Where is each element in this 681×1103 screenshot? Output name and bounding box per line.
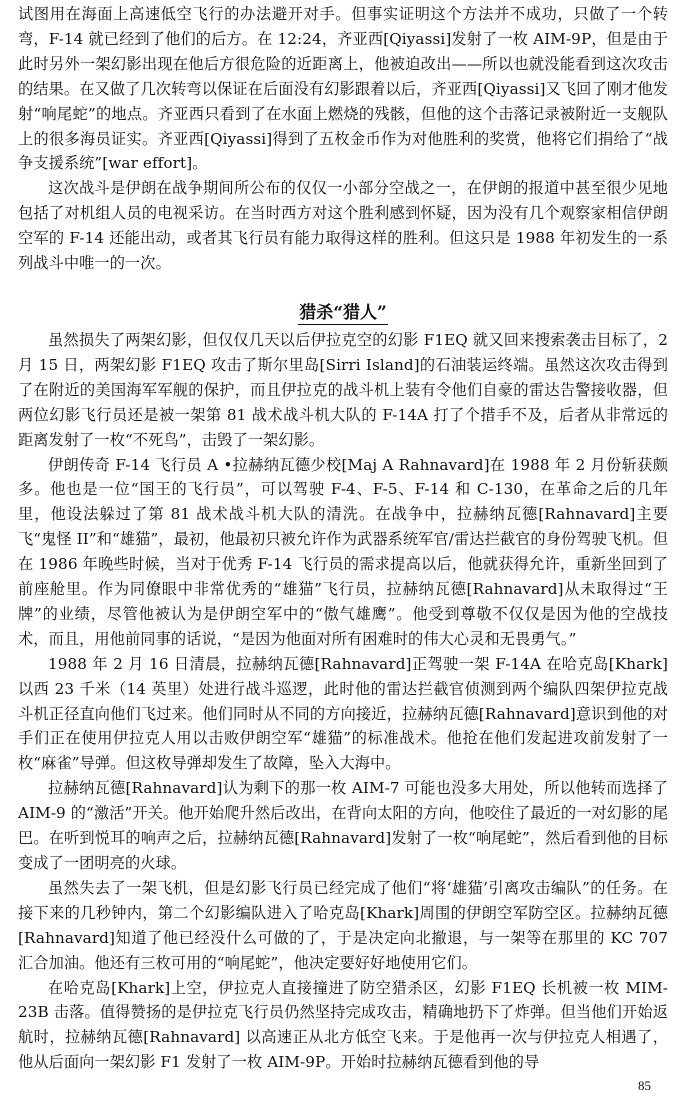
document-page (18, 2, 668, 1075)
paragraph: 试图用在海面上高速低空飞行的办法避开对手。但事实证明这个方法并不成功，只做了一个转弯，F-14 就已经到了他们的后方。在 12:24，齐亚西[Qiyassi]发射了一枚 AIM-9P，但是由于此时另外一架幻影出现在他后方很危险的近距离上，他被迫改出——所以也就没能看到这次攻击的结果。在又做了几次转弯以保证在后面没有幻影跟着以后，齐亚西[Qiyassi]又飞回了刚才他发射“响尾蛇”的地点。齐亚西只看到了在水面上燃烧的残骸，但他的这个击落记录被附近一支舰队上的很多海员证实。齐亚西[Qiyassi]得到了五枚金币作为对他胜利的奖赏，他将它们捐给了“战争支援系统”[war effort]。 (18, 5, 668, 173)
section-title-text: 猎杀“猎人” (299, 302, 387, 323)
paragraph: 虽然损失了两架幻影，但仅仅几天以后伊拉克空的幻影 F1EQ 就又回来搜索袭击目标了，2 月 15 日，两架幻影 F1EQ 攻击了斯尔里岛[Sirri Island]的石油装运终端。虽然这次攻击得到了在附近的美国海军军舰的保护，而且伊拉克的战斗机上装有令他们自豪的雷达告警接收器，但两位幻影飞行员还是被一架第 81 战术战斗机大队的 F-14A 打了个措手不及，后者从非常远的距离发射了一枚“不死鸟”，击毁了一架幻影。 (18, 330, 668, 449)
body-text-after-section (18, 328, 668, 1075)
page-number: 85 (638, 1078, 651, 1093)
paragraph: 这次战斗是伊朗在战争期间所公布的仅仅一小部分空战之一，在伊朗的报道中甚至很少见地包括了对机组人员的电视采访。在当时西方对这个胜利感到怀疑，因为没有几个观察家相信伊朗空军的 F-14 还能出动，或者其飞行员有能力取得这样的胜利。但这只是 1988 年初发生的一系列战斗中唯一的一次。 (18, 179, 668, 273)
paragraph: 虽然失去了一架飞机，但是幻影飞行员已经完成了他们“将‘雄猫’引离攻击编队”的任务。在接下来的几秒钟内，第二个幻影编队进入了哈克岛[Khark]周围的伊朗空军防空区。拉赫纳瓦德[Rahnavard]知道了他已经没什么可做的了，于是决定向北撤退，与一架等在那里的 KC 707 汇合加油。他还有三枚可用的“响尾蛇”，他决定要好好地使用它们。 (18, 878, 668, 972)
paragraph: 1988 年 2 月 16 日清晨，拉赫纳瓦德[Rahnavard]正驾驶一架 F-14A 在哈克岛[Khark]以西 23 千米（14 英里）处进行战斗巡逻，此时他的雷达拦截官侦测到两个编队四架伊拉克战斗机正径直向他们飞过来。他们同时从不同的方向接近，拉赫纳瓦德[Rahnavard]意识到他的对手们正在使用伊拉克人用以击败伊朗空军“雄猫”的标准战术。他抢在他们发起进攻前发射了一枚“麻雀”导弹。但这枚导弹却发生了故障，坠入大海中。 (18, 654, 668, 773)
body-text-before-section (18, 2, 668, 276)
paragraph: 伊朗传奇 F-14 飞行员 A •拉赫纳瓦德少校[Maj A Rahnavard]在 1988 年 2 月份斩获颇多。他也是一位“国王的飞行员”，可以驾驶 F-4、F-5、F-14 和 C-130，在革命之后的几年里，他设法躲过了第 81 战术战斗机大队的清洗。在战争中，拉赫纳瓦德[Rahnavard]主要飞“鬼怪 II”和“雄猫”，最初，他最初只被允许作为武器系统军官/雷达拦截官的身份驾驶飞机。但在 1986 年晚些时候，当对于优秀 F-14 飞行员的需求提高以后，他就获得允许，重新坐回到了前座舱里。作为同僚眼中非常优秀的“雄猫”飞行员，拉赫纳瓦德[Rahnavard]从未取得过“王牌”的业绩，尽管他被认为是伊朗空军中的“傲气雄鹰”。他受到尊敬不仅仅是因为他的空战技术，而且，用他前同事的话说，“是因为他面对所有困难时的伟大心灵和无畏勇气。” (18, 455, 669, 648)
paragraph: 在哈克岛[Khark]上空，伊拉克人直接撞进了防空猎杀区，幻影 F1EQ 长机被一枚 MIM-23B 击落。值得赞扬的是伊拉克飞行员仍然坚持完成攻击，精确地扔下了炸弹。但当他们开始返航时，拉赫纳瓦德[Rahnavard] 以高速正从北方低空飞来。于是他再一次与伊拉克人相遇了，他从后面向一架幻影 F1 发射了一枚 AIM-9P。开始时拉赫纳瓦德看到他的导 (18, 978, 668, 1072)
paragraph: 拉赫纳瓦德[Rahnavard]认为剩下的那一枚 AIM-7 可能也没多大用处，所以他转而选择了 AIM-9 的“激活”开关。他开始爬升然后改出，在背向太阳的方向，他咬住了最近的一对幻影的尾巴。在听到悦耳的响声之后，拉赫纳瓦德[Rahnavard]发射了一枚“响尾蛇”，然后看到他的目标变成了一团明亮的火球。 (18, 779, 668, 872)
section-heading (18, 300, 668, 326)
